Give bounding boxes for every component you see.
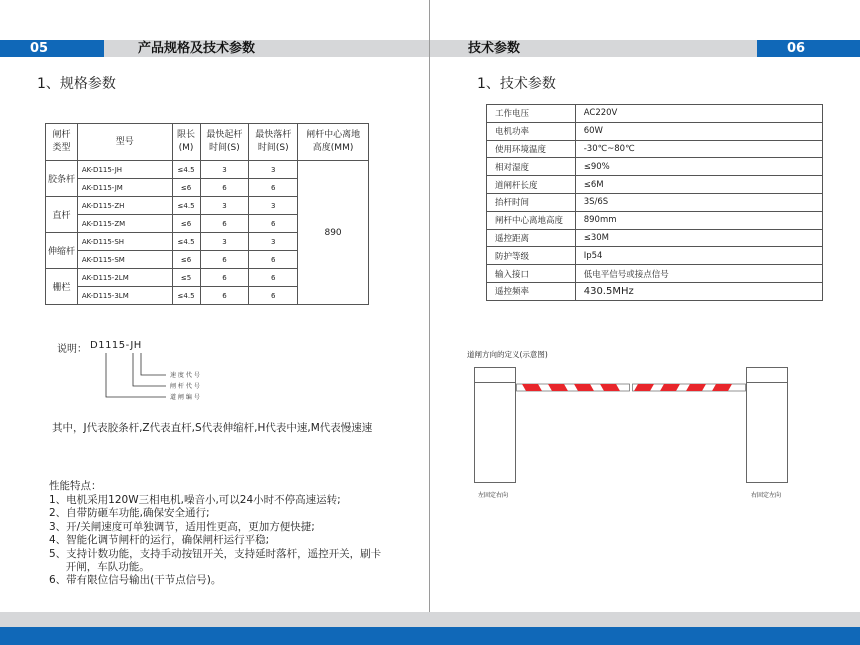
model-cell: AK-D115-JH xyxy=(77,161,172,179)
fall-cell: 6 xyxy=(249,251,298,269)
fall-cell: 6 xyxy=(249,287,298,305)
type-cell: 伸缩杆 xyxy=(46,233,78,269)
raise-cell: 3 xyxy=(200,233,249,251)
raise-cell: 6 xyxy=(200,269,249,287)
tech-row xyxy=(487,158,823,176)
tech-param-name: 使用环境温度 xyxy=(487,140,576,158)
explain-bar-code: 闸 杆 代 号 xyxy=(170,383,200,390)
raise-cell: 6 xyxy=(200,251,249,269)
spec-table xyxy=(45,123,369,305)
model-cell: AK-D115-3LM xyxy=(77,287,172,305)
tech-param-name: 输入接口 xyxy=(487,265,576,283)
tech-row xyxy=(487,265,823,283)
feature-item: 4、智能化调节闸杆的运行，确保闸杆运行平稳; xyxy=(49,534,270,547)
explain-label: 说明： xyxy=(57,344,87,355)
tech-row xyxy=(487,176,823,194)
tech-param-value: 3S/6S xyxy=(575,193,822,211)
page-divider xyxy=(429,0,430,645)
tech-param-name: 道闸杆长度 xyxy=(487,176,576,194)
tech-param-name: 闸杆中心离地高度 xyxy=(487,211,576,229)
page-number-right: 06 xyxy=(757,40,860,57)
tech-param-name: 相对湿度 xyxy=(487,158,576,176)
left-gate-post xyxy=(474,367,516,483)
fall-cell: 6 xyxy=(249,215,298,233)
feature-item: 2、自带防砸车功能,确保安全通行; xyxy=(49,507,210,520)
tech-row xyxy=(487,211,823,229)
left-direction-label: 左固定右向 xyxy=(478,492,509,499)
explain-gate-code: 道 闸 编 号 xyxy=(170,394,200,401)
footer-accent-band xyxy=(0,627,860,645)
left-page-title: 产品规格及技术参数 xyxy=(138,41,256,56)
tech-param-value: 890mm xyxy=(575,211,822,229)
fall-cell: 3 xyxy=(249,197,298,215)
fall-cell: 3 xyxy=(249,233,298,251)
tech-param-name: 电机功率 xyxy=(487,122,576,140)
right-page-title: 技术参数 xyxy=(468,41,521,56)
tech-section-title: 1、技术参数 xyxy=(477,76,556,92)
tech-row xyxy=(487,229,823,247)
tech-table xyxy=(486,104,823,301)
feature-item: 开闸，车队功能。 xyxy=(49,561,150,574)
length-cell: ≤4.5 xyxy=(172,161,200,179)
model-cell: AK-D115-SH xyxy=(77,233,172,251)
fall-cell: 6 xyxy=(249,179,298,197)
right-gate-post xyxy=(746,367,788,483)
raise-cell: 3 xyxy=(200,161,249,179)
model-cell: AK-D115-SM xyxy=(77,251,172,269)
header-raise-time: 最快起杆 时间(S) xyxy=(200,124,249,161)
fall-cell: 6 xyxy=(249,269,298,287)
raise-cell: 6 xyxy=(200,215,249,233)
length-cell: ≤6 xyxy=(172,179,200,197)
explain-code: D1115-JH xyxy=(90,340,142,351)
type-cell: 直杆 xyxy=(46,197,78,233)
tech-row xyxy=(487,247,823,265)
raise-cell: 3 xyxy=(200,197,249,215)
fall-cell: 3 xyxy=(249,161,298,179)
model-cell: AK-D115-2LM xyxy=(77,269,172,287)
tech-param-name: 防护等级 xyxy=(487,247,576,265)
tech-param-value: AC220V xyxy=(575,105,822,123)
tech-row xyxy=(487,193,823,211)
table-row xyxy=(46,161,369,179)
raise-cell: 6 xyxy=(200,287,249,305)
length-cell: ≤6 xyxy=(172,215,200,233)
footer-band xyxy=(0,612,860,627)
page-number-left: 05 xyxy=(0,40,104,57)
model-cell: AK-D115-ZH xyxy=(77,197,172,215)
features-list xyxy=(49,494,424,588)
feature-item: 3、开/关闸速度可单独调节，适用性更高，更加方便快捷; xyxy=(49,520,315,533)
tech-param-value: ≤6M xyxy=(575,176,822,194)
feature-item: 5、支持计数功能，支持手动按钮开关，支持延时落杆，遥控开关，刷卡 xyxy=(49,547,382,560)
tech-param-value: 430.5MHz xyxy=(575,282,822,300)
barrier-arms xyxy=(516,380,746,394)
raise-cell: 6 xyxy=(200,179,249,197)
feature-item: 6、带有限位信号输出(干节点信号)。 xyxy=(49,574,222,587)
tech-param-value: ≤30M xyxy=(575,229,822,247)
tech-param-name: 抬杆时间 xyxy=(487,193,576,211)
tech-param-value: ≤90% xyxy=(575,158,822,176)
tech-row xyxy=(487,140,823,158)
type-cell: 胶条杆 xyxy=(46,161,78,197)
spec-header-row xyxy=(46,124,369,161)
tech-param-value: Ip54 xyxy=(575,247,822,265)
explain-speed-code: 速 度 代 号 xyxy=(170,372,200,379)
length-cell: ≤6 xyxy=(172,251,200,269)
model-cell: AK-D115-JM xyxy=(77,179,172,197)
right-direction-label: 右固定左向 xyxy=(751,492,782,499)
diagram-title: 道闸方向的定义(示意图) xyxy=(467,350,548,359)
model-cell: AK-D115-ZM xyxy=(77,215,172,233)
length-cell: ≤4.5 xyxy=(172,197,200,215)
length-cell: ≤4.5 xyxy=(172,233,200,251)
tech-row xyxy=(487,282,823,300)
header-length: 限长 (M) xyxy=(172,124,200,161)
tech-row xyxy=(487,105,823,123)
tech-param-name: 遥控频率 xyxy=(487,282,576,300)
header-fall-time: 最快落杆 时间(S) xyxy=(249,124,298,161)
header-band xyxy=(0,40,860,57)
tech-row xyxy=(487,122,823,140)
tech-param-value: 60W xyxy=(575,122,822,140)
height-cell: 890 xyxy=(298,161,369,305)
features-title: 性能特点： xyxy=(49,480,102,492)
tech-param-value: -30℃~80℃ xyxy=(575,140,822,158)
header-height: 闸杆中心离地 高度(MM) xyxy=(298,124,369,161)
tech-param-value: 低电平信号或接点信号 xyxy=(575,265,822,283)
tech-param-name: 遥控距离 xyxy=(487,229,576,247)
length-cell: ≤5 xyxy=(172,269,200,287)
length-cell: ≤4.5 xyxy=(172,287,200,305)
header-model: 型号 xyxy=(77,124,172,161)
header-type: 闸杆 类型 xyxy=(46,124,78,161)
spec-section-title: 1、规格参数 xyxy=(37,76,116,92)
explain-bracket-lines xyxy=(100,353,220,401)
code-note: 其中，J代表胶条杆,Z代表直杆,S代表伸缩杆,H代表中速,M代表慢速速 xyxy=(52,422,373,434)
tech-param-name: 工作电压 xyxy=(487,105,576,123)
type-cell: 栅栏 xyxy=(46,269,78,305)
feature-item: 1、电机采用120W三相电机,噪音小,可以24小时不停高速运转; xyxy=(49,494,341,506)
